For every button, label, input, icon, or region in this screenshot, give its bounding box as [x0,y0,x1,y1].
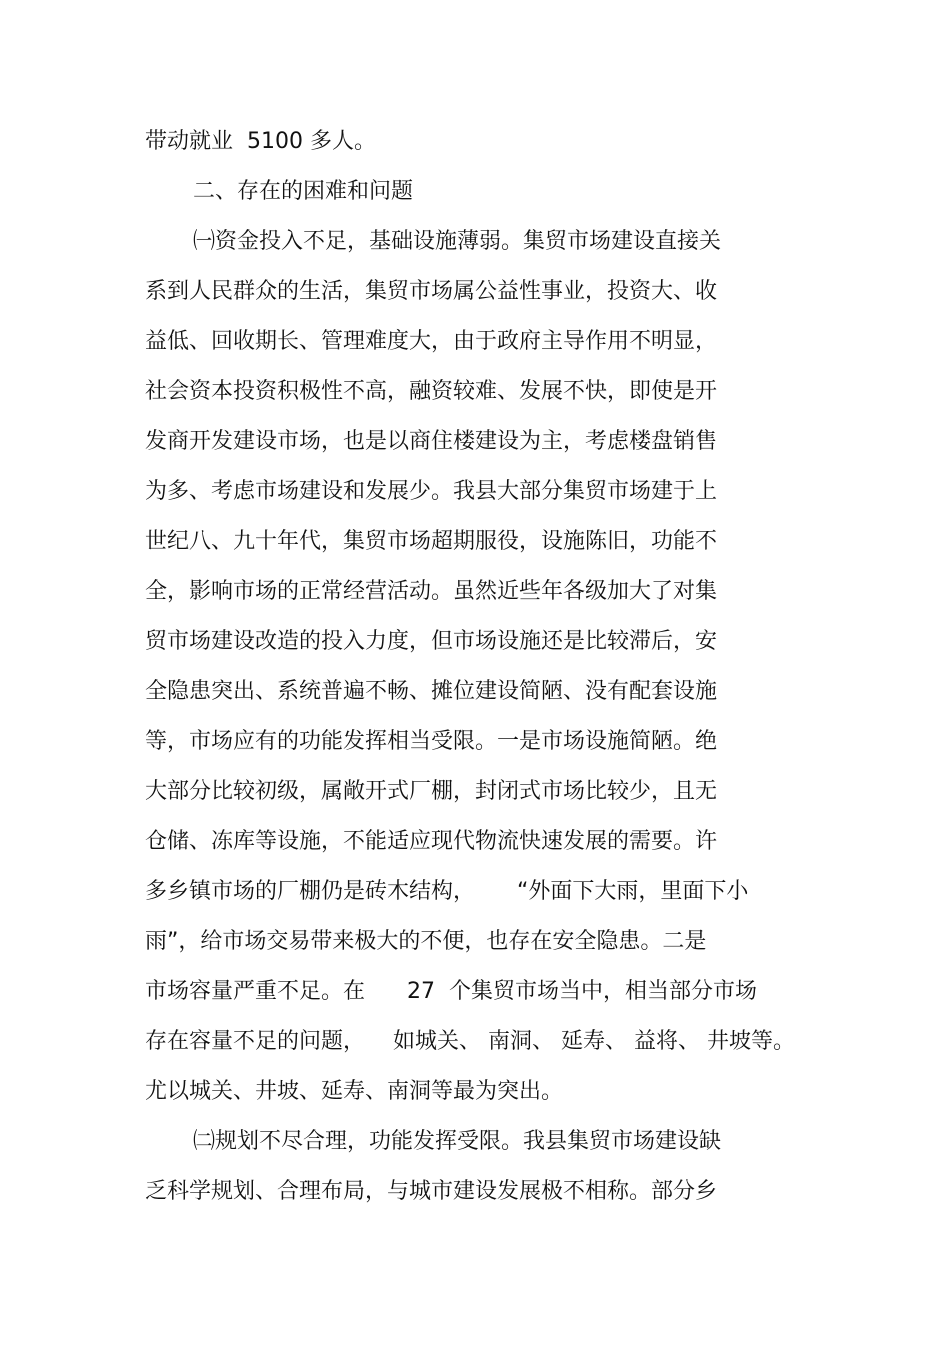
text-line: 社会资本投资积极性不高，融资较难、发展不快，即使是开 [145,379,718,404]
text-line: 发商开发建设市场，也是以商住楼建设为主，考虑楼盘销售 [145,429,718,454]
text-line: 乏科学规划、合理布局，与城市建设发展极不相称。部分乡 [145,1179,718,1204]
section-heading: 二、存在的困难和问题 [193,179,414,204]
text-line: 尤以城关、井坡、延寿、南洞等最为突出。 [145,1079,564,1104]
text-line: 为多、考虑市场建设和发展少。我县大部分集贸市场建于上 [145,479,718,504]
text-line: 存在容量不足的问题， 如城关、 南洞、 延寿、 益将、 井坡等。 [145,1029,795,1054]
text-line: ㈡规划不尽合理，功能发挥受限。我县集贸市场建设缺 [193,1129,722,1154]
text-line: 多乡镇市场的厂棚仍是砖木结构， “外面下大雨，里面下小 [145,879,749,904]
text-line: 全隐患突出、系统普遍不畅、摊位建设简陋、没有配套设施 [145,679,718,704]
text-line: 大部分比较初级，属敞开式厂棚，封闭式市场比较少，且无 [145,779,718,804]
text-line: 等，市场应有的功能发挥相当受限。一是市场设施简陋。绝 [145,729,718,754]
text-line: 全，影响市场的正常经营活动。虽然近些年各级加大了对集 [145,579,718,604]
text-line: 带动就业 5100 多人。 [145,129,376,154]
text-line: 世纪八、九十年代，集贸市场超期服役，设施陈旧，功能不 [145,529,718,554]
text-line: 市场容量严重不足。在 27 个集贸市场当中，相当部分市场 [145,979,757,1004]
text-line: ㈠资金投入不足，基础设施薄弱。集贸市场建设直接关 [193,229,722,254]
text-line: 益低、回收期长、管理难度大，由于政府主导作用不明显， [145,329,718,354]
text-line: 雨”，给市场交易带来极大的不便，也存在安全隐患。二是 [145,929,707,954]
text-line: 仓储、冻库等设施，不能适应现代物流快速发展的需要。许 [145,829,718,854]
text-line: 系到人民群众的生活，集贸市场属公益性事业，投资大、收 [145,279,718,304]
text-line: 贸市场建设改造的投入力度，但市场设施还是比较滞后，安 [145,629,718,654]
